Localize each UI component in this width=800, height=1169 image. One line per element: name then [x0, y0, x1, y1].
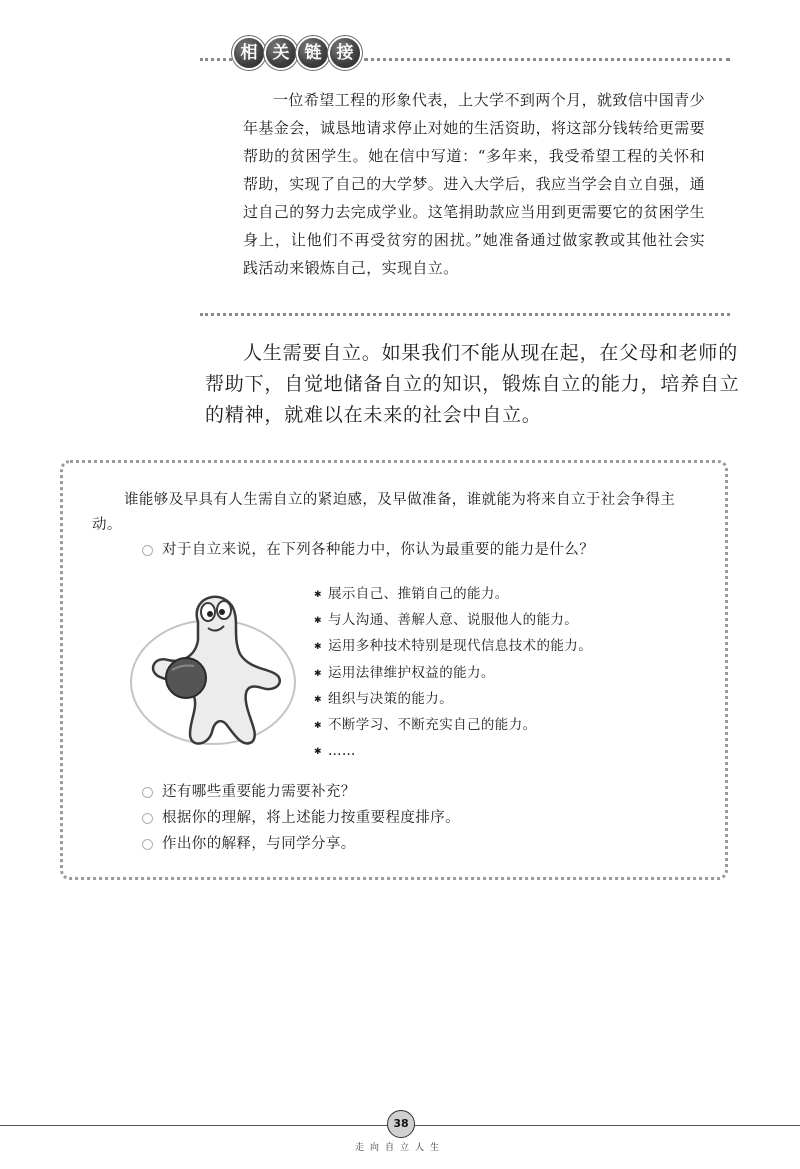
list-item — [314, 661, 592, 687]
follow-up-question — [142, 834, 356, 854]
list-item — [314, 634, 592, 660]
bullet-circle-icon — [142, 813, 153, 824]
header-badge-char: 链 — [298, 38, 328, 68]
list-item — [314, 687, 592, 713]
star-bullet-icon: ✱ — [314, 721, 322, 732]
bullet-circle-icon — [142, 839, 153, 850]
footer-book-title: 走向自立人生 — [354, 1143, 445, 1153]
star-bullet-icon: ✱ — [314, 747, 322, 758]
question-main — [142, 540, 594, 560]
activity-intro: 谁能够及早具有人生需自立的紧迫感，及早做准备，谁就能为将来自立于社会争得主动。 — [92, 492, 676, 533]
ability-text: 展示自己、推销自己的能力。 — [328, 586, 509, 602]
ability-text: 运用法律维护权益的能力。 — [328, 664, 495, 681]
section-divider-dots — [364, 58, 730, 61]
ability-text: 运用多种技术特别是现代信息技术的能力。 — [328, 638, 593, 655]
related-links-paragraph: 一位希望工程的形象代表，上大学不到两个月，就致信中国青少年基金会，诚恳地请求停止对她的生活资助，将这部分钱转给更需要帮助的贫困学生。她在信中写道：“多年来，我受希望工程的关怀和帮助，实现了自己的大学梦。进入大学后，我应当学会自立自强，通过自己的努力去完成学业。这笔捐助款应当用到更需要它的贫困学生身上，让他们不再受贫穷的困扰。”她准备通过做家教或其他社会实践活动来锻炼自己，实现自立。 — [243, 91, 706, 277]
follow-up-question — [142, 782, 356, 802]
list-item — [314, 713, 592, 739]
question-text: 对于自立来说，在下列各种能力中，你认为最重要的能力是什么？ — [162, 542, 595, 558]
main-paragraph: 人生需要自立。如果我们不能从现在起，在父母和老师的帮助下，自觉地储备自立的知识，锻炼自立的能力，培养自立的精神，就难以在未来的社会中自立。 — [205, 342, 740, 426]
ability-text: 与人沟通、善解人意、说服他人的能力。 — [328, 612, 579, 629]
ability-text: 不断学习、不断充实自己的能力。 — [328, 717, 537, 734]
star-bullet-icon: ✱ — [314, 668, 322, 679]
figure-pupil-left — [207, 611, 213, 617]
header-badge-char: 接 — [330, 38, 360, 68]
page-number-badge: 38 — [387, 1110, 415, 1138]
list-item — [314, 739, 592, 765]
bullet-circle-icon — [142, 787, 153, 798]
related-links-header — [234, 38, 360, 68]
star-bullet-icon: ✱ — [314, 694, 322, 705]
header-badge-char: 关 — [266, 38, 296, 68]
figure-pupil-right — [219, 609, 225, 615]
abilities-list — [314, 582, 592, 765]
ball-icon — [166, 658, 206, 698]
section-divider-dots — [200, 313, 730, 316]
star-bullet-icon: ✱ — [314, 590, 322, 600]
question-text: 作出你的解释，与同学分享。 — [162, 836, 356, 852]
follow-up-question — [142, 808, 460, 828]
bullet-circle-icon — [142, 545, 153, 556]
list-item — [314, 608, 592, 634]
question-text: 还有哪些重要能力需要补充？ — [162, 784, 356, 800]
header-badge-char: 相 — [234, 38, 264, 68]
star-bullet-icon: ✱ — [314, 642, 322, 653]
star-bullet-icon: ✱ — [314, 616, 322, 627]
cartoon-figure-illustration — [128, 584, 298, 754]
list-item — [314, 582, 592, 608]
question-text: 根据你的理解，将上述能力按重要程度排序。 — [162, 810, 460, 826]
section-divider-dots — [200, 58, 232, 61]
ability-text: 组织与决策的能力。 — [328, 690, 454, 707]
ability-text: …… — [328, 743, 356, 760]
